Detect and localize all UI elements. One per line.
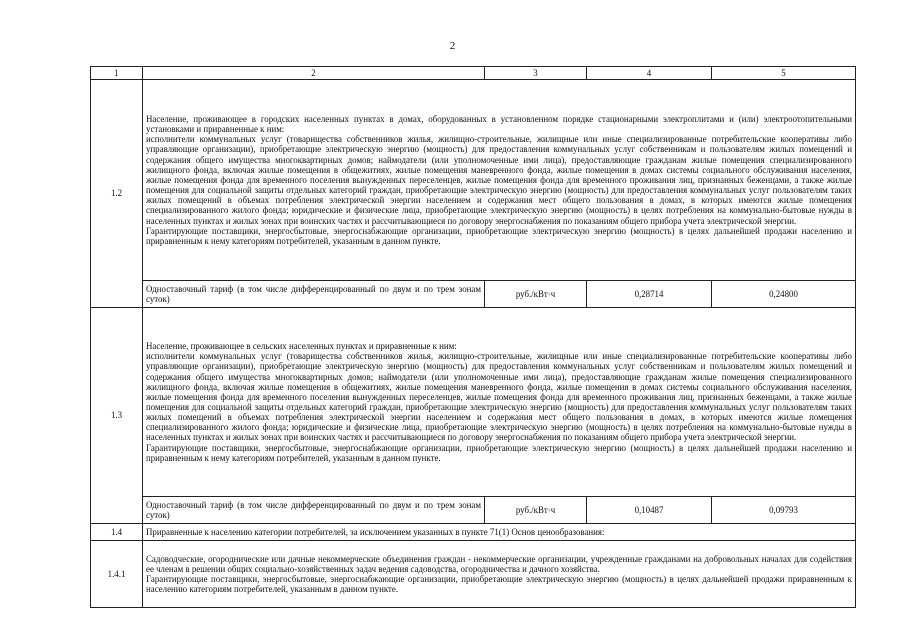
row-number: 1.4: [91, 524, 143, 541]
description-paragraph: исполнители коммунальных услуг (товарищества собственников жилья, жилищно-строительные, жилищные или иные специализированные потребительские кооперативы либо управляющие организации), приобретающие электрическую энергию (мощность) для предоставления коммунальных услуг собственникам и пользователям жилых помещений и содержания общего имущества многоквартирных домов; наймодатели (или уполномоченные ими лица), предоставляющие гражданам жилые помещения специализированного жилищного фонда, включая жилые помещения в общежитиях, жилые помещения маневренного фонда, жилые помещения в домах системы социального обслуживания населения, жилые помещения фонда для временного поселения вынужденных переселенцев, жилые помещения фонда для временного проживания лиц, признанных беженцами, а также жилые помещения для социальной защиты отдельных категорий граждан, приобретающие электрическую энергию (мощность) для предоставления коммунальных услуг пользователям таких жилых помещений в объемах потребления электрической энергии населением и содержания мест общего пользования в домах, в которых имеются жилые помещения специализированного жилого фонда; юридические и физические лица, приобретающие электрическую энергию (мощность) в целях потребления на коммунально-бытовые нужды в населенных пунктах и жилых зонах при воинских частях и рассчитывающиеся по договору энергоснабжения по показаниям общего прибора учета электрической энергии.: [146, 134, 852, 226]
page-number: 2: [449, 40, 456, 52]
row-number: 1.2: [91, 80, 143, 308]
description-paragraph: Садоводческие, огороднические или дачные некоммерческие объединения граждан - некоммерческие организации, учрежденные гражданами на добровольных началах для содействия ее членам в решении общих социально-хозяйственных задач ведения садоводства, огородничества и дачного хозяйства.: [146, 553, 852, 574]
table-row: [91, 281, 856, 308]
tariff-value-1: 0,10487: [587, 497, 712, 524]
description-paragraph: Гарантирующие поставщики, энергосбытовые, энергоснабжающие организации, приобретающие электрическую энергию (мощность) в целях дальнейшей продажи населению и приравненным к нему категориям потребителей, указанным в данном пункте.: [146, 442, 852, 463]
header-row: [91, 67, 856, 80]
header-cell: 5: [712, 67, 856, 80]
header-cell: 4: [587, 67, 712, 80]
description-paragraph: Население, проживающее в городских населенных пунктах в домах, оборудованных в установленном порядке стационарными электроплитами и (или) электроотопительными установками и приравненные к ним:: [146, 113, 852, 135]
tariff-table: [90, 66, 856, 608]
row-description: Приравненные к населению категории потребителей, за исключением указанных в пункте 71(1) Основ ценообразования:: [143, 524, 856, 541]
header-cell: 1: [91, 67, 143, 80]
unit-cell: руб./кВт·ч: [485, 497, 587, 524]
table-row: [91, 80, 856, 281]
description-paragraph: исполнители коммунальных услуг (товарищества собственников жилья, жилищно-строительные, жилищные или иные специализированные потребительские кооперативы либо управляющие организации), приобретающие электрическую энергию (мощность) для предоставления коммунальных услуг собственникам и пользователям жилых помещений и содержания общего имущества многоквартирных домов; наймодатели (или уполномоченные ими лица), предоставляющие гражданам жилые помещения специализированного жилищного фонда, включая жилые помещения в общежитиях, жилые помещения маневренного фонда, жилые помещения в домах системы социального обслуживания населения, жилые помещения фонда для временного поселения вынужденных переселенцев, жилые помещения фонда для временного проживания лиц, признанных беженцами, а также жилые помещения для социальной защиты отдельных категорий граждан, приобретающие электрическую энергию (мощность) для предоставления коммунальных услуг пользователям таких жилых помещений в объемах потребления электрической энергии населением и содержания мест общего пользования в домах, в которых имеются жилые помещения специализированного жилого фонда; юридические и физические лица, приобретающие электрическую энергию (мощность) в целях потребления на коммунально-бытовые нужды в населенных пунктах и жилых зонах при воинских частях и рассчитывающиеся по договору энергоснабжения по показаниям общего прибора учета электрической энергии.: [146, 351, 852, 443]
tariff-label: Одноставочный тариф (в том числе дифференцированный по двум и по трем зонам суток): [143, 281, 485, 308]
header-cell: 2: [143, 67, 485, 80]
description-paragraph: Гарантирующие поставщики, энергосбытовые, энергоснабжающие организации, приобретающие электрическую энергию (мощность) в целях дальнейшей продажи приравненным к населению категориям потребителей, указанным в данном пункте.: [146, 574, 852, 595]
tariff-label: Одноставочный тариф (в том числе дифференцированный по двум и по трем зонам суток): [143, 497, 485, 524]
tariff-value-1: 0,28714: [587, 281, 712, 308]
row-number: 1.4.1: [91, 541, 143, 608]
unit-cell: руб./кВт·ч: [485, 281, 587, 308]
description-paragraph: Население, проживающее в сельских населенных пунктах и приравненные к ним:: [146, 341, 457, 352]
table-row: [91, 541, 856, 608]
table-row: [91, 308, 856, 497]
description-paragraph: Гарантирующие поставщики, энергосбытовые, энергоснабжающие организации, приобретающие электрическую энергию (мощность) в целях дальнейшей продажи населению и приравненным к нему категориям потребителей, указанным в данном пункте.: [146, 225, 852, 246]
tariff-value-2: 0,09793: [712, 497, 856, 524]
row-number: 1.3: [91, 308, 143, 524]
table-row: [91, 497, 856, 524]
row-description: [143, 308, 856, 497]
row-description: [143, 541, 856, 608]
row-description: [143, 80, 856, 281]
header-cell: 3: [485, 67, 587, 80]
tariff-value-2: 0,24800: [712, 281, 856, 308]
table-row: [91, 524, 856, 541]
